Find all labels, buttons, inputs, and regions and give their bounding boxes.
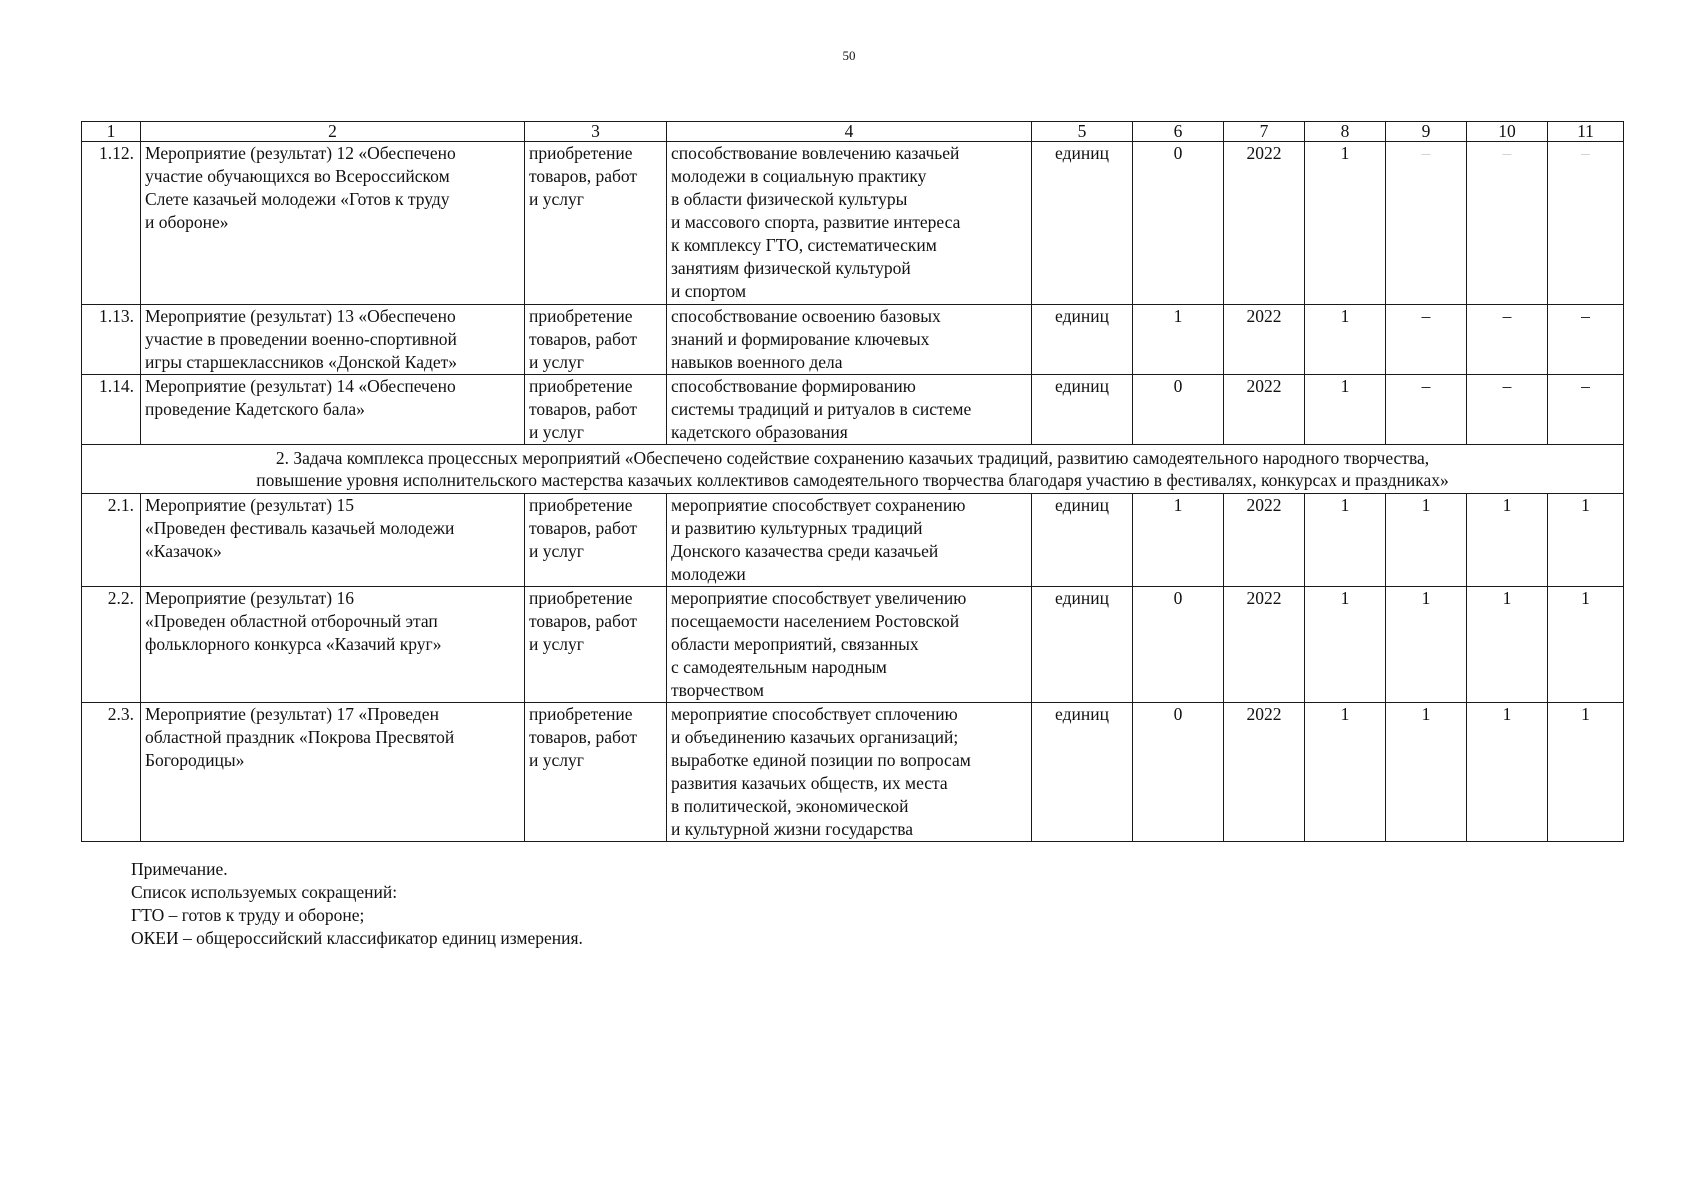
header-cell: 11 [1548,122,1624,142]
row-number-cell: 2.2. [82,587,141,703]
value-cell-11: 1 [1548,587,1624,703]
description-cell: мероприятие способствует увеличению посещаемости населением Ростовской области мероприятий, связанных с самодеятельным народным творчеством [667,587,1032,703]
table-row [82,375,1624,445]
activity-type-cell: приобретение товаров, работ и услуг [525,375,667,445]
value-cell-8: 1 [1305,587,1386,703]
description-cell: способствование вовлечению казачьей молодежи в социальную практику в области физической культуры и массового спорта, развитие интереса к комплексу ГТО, систематическим занятиям физической культурой и спортом [667,142,1032,305]
header-cell: 4 [667,122,1032,142]
header-cell: 10 [1467,122,1548,142]
value-cell-11: 1 [1548,703,1624,842]
value-cell-10: – [1467,375,1548,445]
value-cell-8: 1 [1305,703,1386,842]
value-cell-9: – [1386,375,1467,445]
value-cell-11: – [1548,375,1624,445]
notes-abbrev-heading: Список используемых сокращений: [131,882,398,902]
year-cell: 2022 [1224,703,1305,842]
description-cell: мероприятие способствует сплочению и объединению казачьих организаций; выработке единой позиции по вопросам развития казачьих обществ, их места в политической, экономической и культурной жизни государства [667,703,1032,842]
activity-type-cell: приобретение товаров, работ и услуг [525,587,667,703]
value-cell-8: 1 [1305,142,1386,305]
activity-name-cell: Мероприятие (результат) 13 «Обеспечено участие в проведении военно-спортивной игры старшеклассников «Донской Кадет» [141,305,525,375]
value-cell-10: 1 [1467,587,1548,703]
row-number-cell: 2.3. [82,703,141,842]
activity-name-cell: Мероприятие (результат) 15 «Проведен фестиваль казачьей молодежи «Казачок» [141,494,525,587]
header-cell: 1 [82,122,141,142]
value-cell-11: – [1548,305,1624,375]
value-cell-10: 1 [1467,494,1548,587]
notes-title: Примечание. [131,859,228,879]
table-body [82,122,1624,842]
year-cell: 2022 [1224,587,1305,703]
activity-name-cell: Мероприятие (результат) 14 «Обеспечено проведение Кадетского бала» [141,375,525,445]
row-number-cell: 1.14. [82,375,141,445]
table-row [82,587,1624,703]
header-cell: 7 [1224,122,1305,142]
year-cell: 2022 [1224,375,1305,445]
value-cell-10: – [1467,142,1548,305]
value-cell-9: 1 [1386,494,1467,587]
base-value-cell: 0 [1133,142,1224,305]
unit-cell: единиц [1032,142,1133,305]
table-row [82,305,1624,375]
value-cell-10: 1 [1467,703,1548,842]
year-cell: 2022 [1224,142,1305,305]
row-number-cell: 1.12. [82,142,141,305]
header-cell: 3 [525,122,667,142]
header-cell: 9 [1386,122,1467,142]
value-cell-10: – [1467,305,1548,375]
row-number-cell: 2.1. [82,494,141,587]
base-value-cell: 1 [1133,494,1224,587]
table-row [82,494,1624,587]
base-value-cell: 0 [1133,587,1224,703]
base-value-cell: 1 [1133,305,1224,375]
value-cell-11: 1 [1548,494,1624,587]
value-cell-8: 1 [1305,375,1386,445]
header-cell: 2 [141,122,525,142]
base-value-cell: 0 [1133,375,1224,445]
value-cell-9: 1 [1386,703,1467,842]
task-row [82,445,1624,494]
value-cell-9: 1 [1386,587,1467,703]
activity-name-cell: Мероприятие (результат) 16 «Проведен областной отборочный этап фольклорного конкурса «Казачий круг» [141,587,525,703]
header-cell: 8 [1305,122,1386,142]
task-heading: 2. Задача комплекса процессных мероприятий «Обеспечено содействие сохранению казачьих традиций, развитию самодеятельного народного творчества, повышение уровня исполнительского мастерства казачьих коллективов самодеятельного творчества благодаря участию в фестивалях, конкурсах и праздниках» [82,445,1624,494]
notes [131,858,583,950]
activity-type-cell: приобретение товаров, работ и услуг [525,703,667,842]
unit-cell: единиц [1032,703,1133,842]
header-cell: 5 [1032,122,1133,142]
header-row [82,122,1624,142]
page-number: 50 [842,48,856,63]
unit-cell: единиц [1032,305,1133,375]
activity-name-cell: Мероприятие (результат) 12 «Обеспечено участие обучающихся во Всероссийском Слете казачьей молодежи «Готов к труду и обороне» [141,142,525,305]
activity-type-cell: приобретение товаров, работ и услуг [525,142,667,305]
year-cell: 2022 [1224,305,1305,375]
unit-cell: единиц [1032,494,1133,587]
unit-cell: единиц [1032,375,1133,445]
value-cell-8: 1 [1305,494,1386,587]
activities-table [81,121,1624,842]
value-cell-9: – [1386,305,1467,375]
table-row [82,142,1624,305]
notes-abbrev-okei: ОКЕИ – общероссийский классификатор единиц измерения. [131,928,583,948]
header-cell: 6 [1133,122,1224,142]
value-cell-11: – [1548,142,1624,305]
unit-cell: единиц [1032,587,1133,703]
description-cell: способствование освоению базовых знаний и формирование ключевых навыков военного дела [667,305,1032,375]
value-cell-9: – [1386,142,1467,305]
value-cell-8: 1 [1305,305,1386,375]
notes-abbrev-gto: ГТО – готов к труду и обороне; [131,905,365,925]
activity-name-cell: Мероприятие (результат) 17 «Проведен областной праздник «Покрова Пресвятой Богородицы» [141,703,525,842]
activity-type-cell: приобретение товаров, работ и услуг [525,305,667,375]
activity-type-cell: приобретение товаров, работ и услуг [525,494,667,587]
year-cell: 2022 [1224,494,1305,587]
base-value-cell: 0 [1133,703,1224,842]
description-cell: мероприятие способствует сохранению и развитию культурных традиций Донского казачества среди казачьей молодежи [667,494,1032,587]
description-cell: способствование формированию системы традиций и ритуалов в системе кадетского образования [667,375,1032,445]
table-row [82,703,1624,842]
row-number-cell: 1.13. [82,305,141,375]
